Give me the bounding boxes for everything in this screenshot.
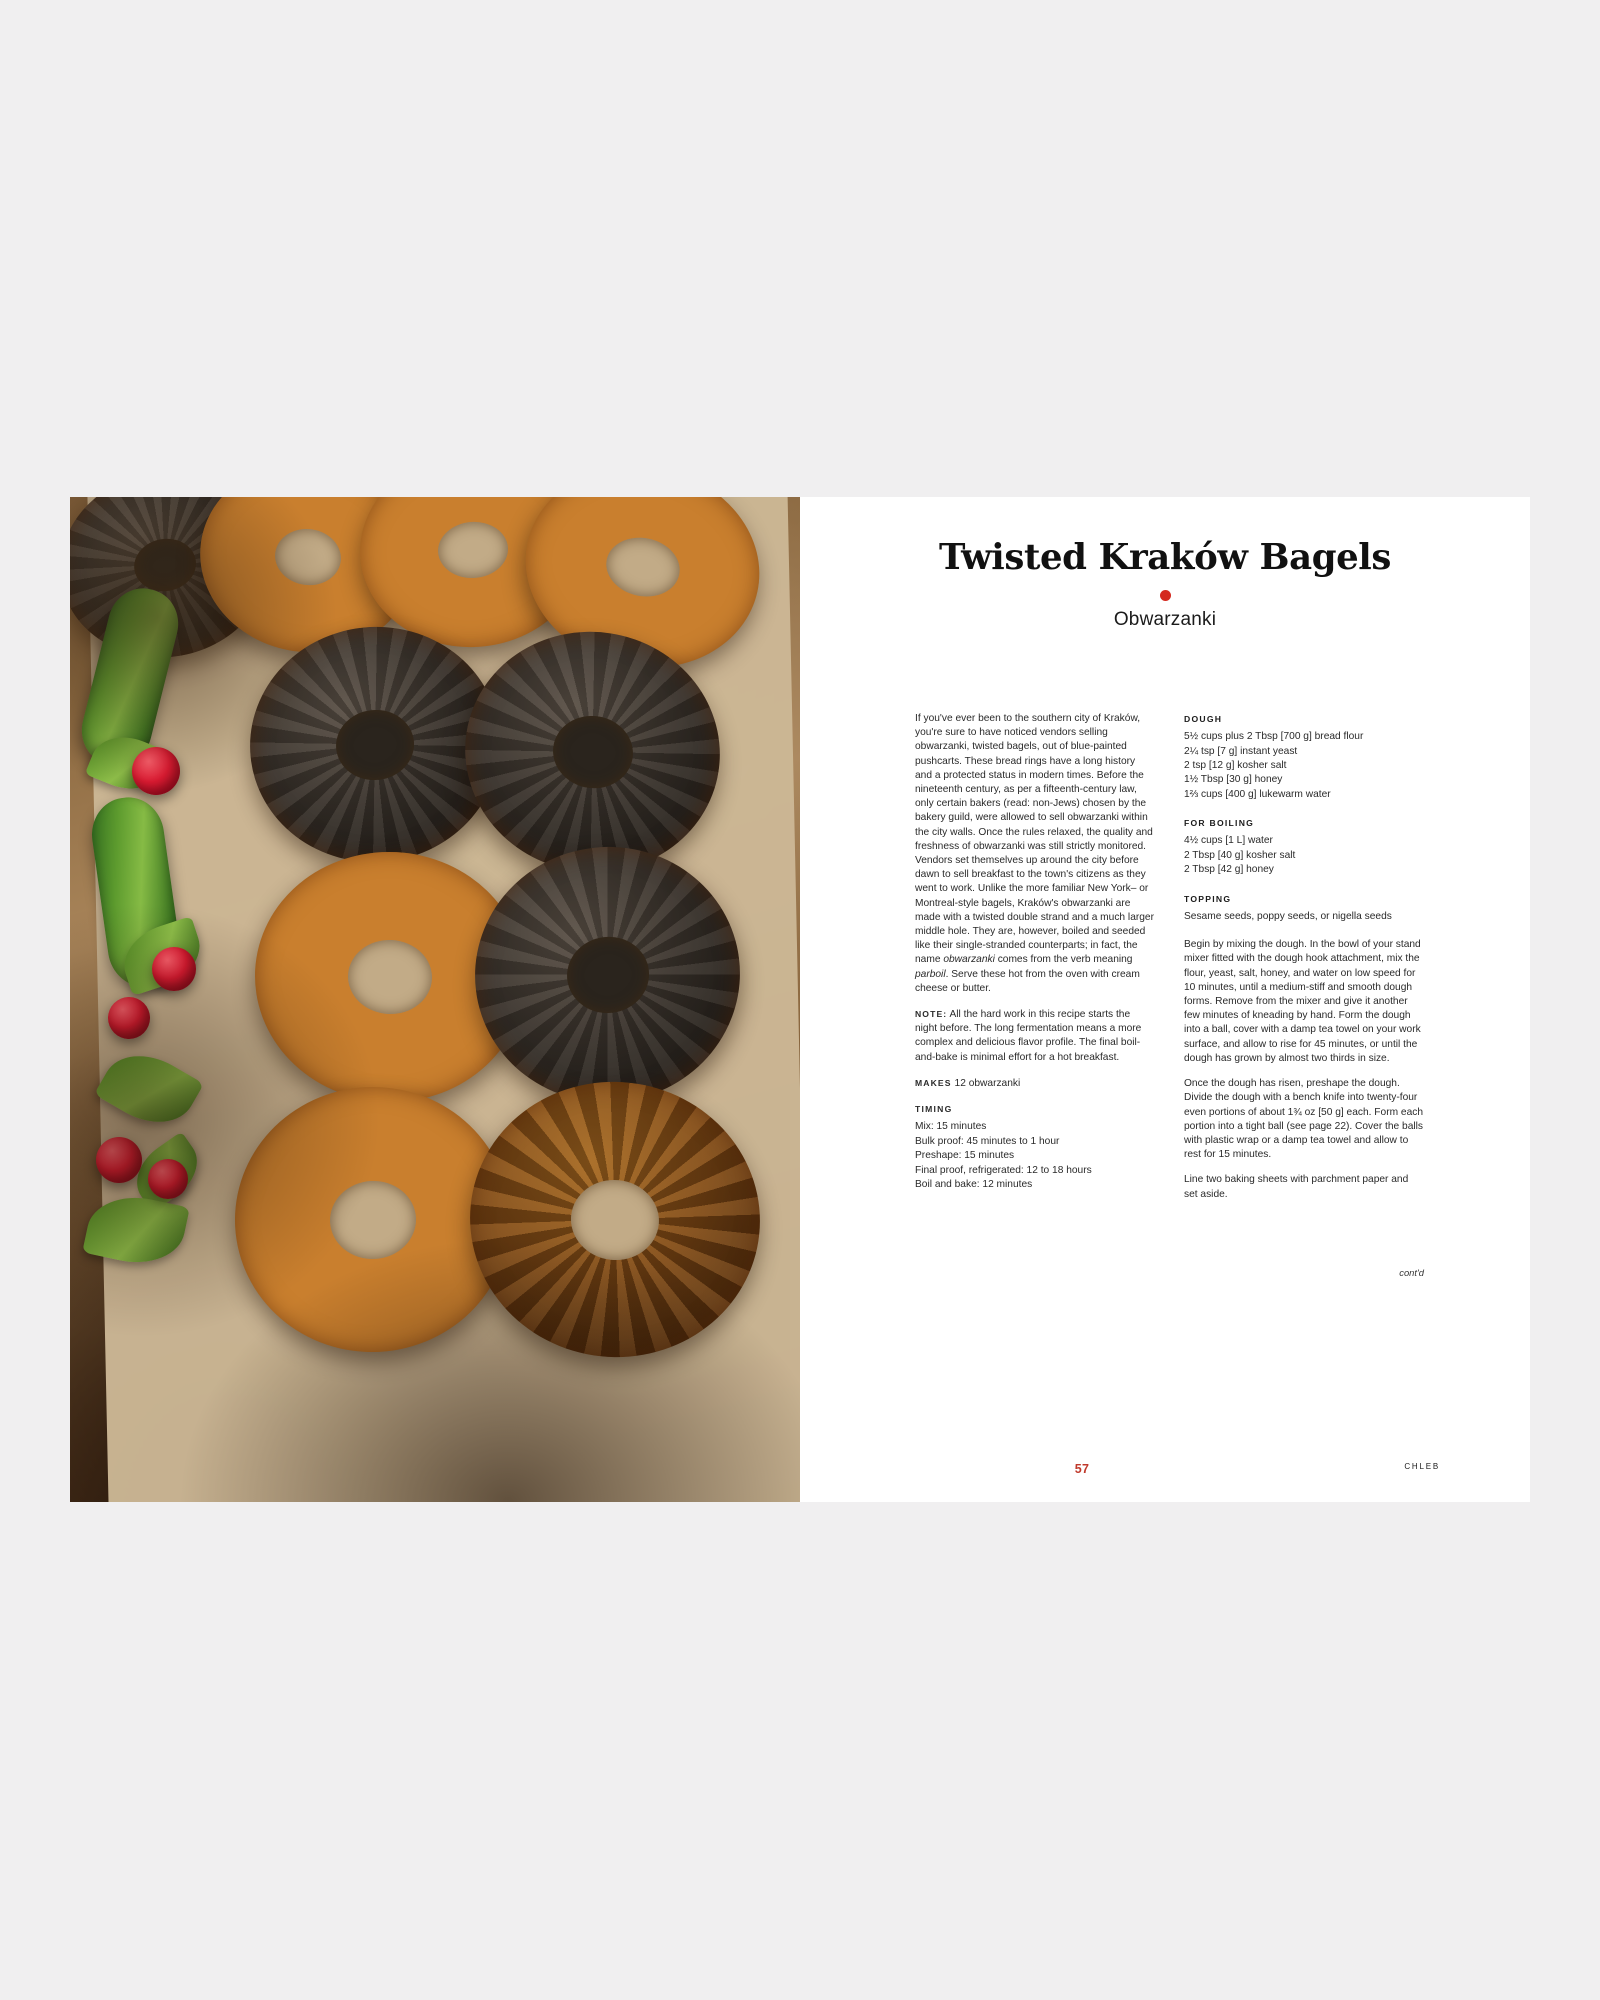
running-head: CHLEB: [1404, 1462, 1440, 1471]
title-block: [800, 539, 1530, 631]
list-item: 1½ Tbsp [30 g] honey: [1184, 774, 1283, 786]
red-dot-ornament: [1160, 590, 1171, 601]
list-item: Mix: 15 minutes: [915, 1121, 987, 1133]
list-item: 4½ cups [1 L] water: [1184, 835, 1273, 847]
headnote-italic-parboil: parboil: [915, 968, 946, 980]
list-item: 2 Tbsp [40 g] kosher salt: [1184, 849, 1296, 861]
page-number: 57: [1074, 1462, 1090, 1476]
list-item: Final proof, refrigerated: 12 to 18 hours: [915, 1164, 1092, 1176]
list-item: 1⅔ cups [400 g] lukewarm water: [1184, 788, 1331, 800]
timing-list: [915, 1120, 1154, 1192]
list-item: Preshape: 15 minutes: [915, 1150, 1015, 1162]
list-item: Bulk proof: 45 minutes to 1 hour: [915, 1135, 1060, 1147]
makes-label: MAKES: [915, 1077, 952, 1088]
method-paragraph-1: Begin by mixing the dough. In the bowl of your stand mixer fitted with the dough hook attachment, mix the flour, yeast, salt, honey, and water on low speed for 10 minutes, until a medium-stiff and smooth dough forms. Remove from the mixer and give it another few minutes of kneading by hand. Form the dough into a ball, cover with a damp tea towel on your work surface, and allow to rise for 45 minutes, or until the dough has grown by almost two thirds in size.: [1184, 939, 1421, 1064]
headnote-text-b: comes from the verb meaning: [994, 954, 1133, 966]
method-paragraph-3: Line two baking sheets with parchment paper and set aside.: [1184, 1174, 1409, 1200]
book-spread: [70, 497, 1530, 1502]
topping-ingredients-list: [1184, 910, 1423, 924]
timing-heading: TIMING: [915, 1104, 953, 1115]
note-paragraph: [915, 1007, 1154, 1065]
recipe-subtitle: Obwarzanki: [1113, 609, 1217, 631]
photo-vignette: [70, 497, 800, 1502]
recipe-photograph: [70, 497, 800, 1502]
makes-line: [915, 1076, 1154, 1091]
dough-heading: DOUGH: [1184, 714, 1223, 724]
headnote-italic-obwarzanki: obwarzanki: [943, 954, 995, 966]
list-item: Boil and bake: 12 minutes: [915, 1178, 1033, 1190]
list-item: 2¼ tsp [7 g] instant yeast: [1184, 745, 1298, 757]
headnote-paragraph: [915, 712, 1154, 996]
recipe-columns: [915, 712, 1424, 1202]
column-ingredients-method: [1184, 712, 1423, 1202]
headnote-text-a: If you've ever been to the southern city of Kraków, you're sure to have noticed vendors selling obwarzanki, twisted bagels, out of blue-painted pushcarts. These bread rings have a long history and a protected status in modern times. Before the nineteenth century, as per a fifteenth-century law, only certain bakers (read: non-Jews) chosen by the bakery guild, were allowed to sell obwarzanki within the city walls. Once the rules relaxed, the quality and freshness of obwarzanki was still strictly monitored. Vendors set themselves up around the city before dawn to sell breakfast to the town's citizens as they went to work. Unlike the more familiar New York– or Montreal-style bagels, Kraków's obwarzanki are made with a twisted double strand and a much larger middle hole. They are, however, boiled and seeded like their single-stranded counterparts; in fact, the name: [915, 713, 1154, 966]
boiling-ingredients-list: [1184, 834, 1423, 877]
method-paragraph-2: Once the dough has risen, preshape the dough. Divide the dough with a bench knife into twenty-four even portions of about 1¾ oz [50 g] each. Form each portion into a tight ball (see page 22). Cover the balls with plastic wrap or a damp tea towel and allow to rest for 15 minutes.: [1184, 1078, 1423, 1161]
list-item: Sesame seeds, poppy seeds, or nigella seeds: [1184, 910, 1392, 922]
note-label: NOTE:: [915, 1009, 948, 1020]
topping-heading: TOPPING: [1184, 893, 1232, 904]
list-item: 2 tsp [12 g] kosher salt: [1184, 760, 1287, 772]
list-item: 2 Tbsp [42 g] honey: [1184, 864, 1274, 876]
makes-value: 12 obwarzanki: [954, 1077, 1021, 1089]
boiling-heading: FOR BOILING: [1184, 818, 1255, 829]
list-item: 5½ cups plus 2 Tbsp [700 g] bread flour: [1184, 731, 1364, 743]
continued-marker: cont'd: [1399, 1267, 1424, 1278]
note-text: All the hard work in this recipe starts the night before. The long fermentation means a more complex and delicious flavor profile. The final boil-and-bake is minimal effort for a hot breakfast.: [915, 1009, 1142, 1063]
headnote-text-c: . Serve these hot from the oven with cream cheese or butter.: [915, 968, 1140, 994]
folio: [800, 1462, 1530, 1476]
page-title: Twisted Kraków Bagels: [939, 537, 1391, 578]
column-headnote: [915, 712, 1154, 1202]
dough-ingredients-list: [1184, 730, 1423, 802]
recipe-text-page: [800, 497, 1530, 1502]
